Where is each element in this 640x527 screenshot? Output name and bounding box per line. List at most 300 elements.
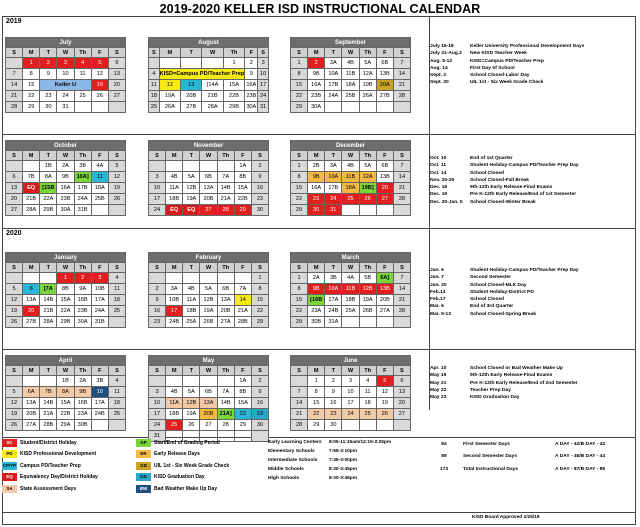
legend-swatch: GP <box>136 439 151 447</box>
day-cell: 18 <box>108 295 125 306</box>
day-cell: 28 <box>6 102 23 113</box>
day-cell: 8A <box>57 387 74 398</box>
day-cell: 6B <box>376 161 393 172</box>
event-row <box>430 184 637 191</box>
day-cell: 2 <box>308 58 325 69</box>
weekday-header: W <box>202 48 223 58</box>
day-cell <box>376 420 393 431</box>
month-calendar <box>148 37 269 113</box>
day-cell <box>393 205 410 216</box>
day-cell: 25 <box>359 409 376 420</box>
day-cell: 9A <box>74 284 91 295</box>
day-cell: 24A <box>325 91 342 102</box>
day-cell: 26 <box>183 420 200 431</box>
day-cell: 7 <box>291 387 308 398</box>
day-cell: 23 <box>251 409 268 420</box>
day-cell: 28 <box>393 91 410 102</box>
day-cell: 17A <box>91 295 108 306</box>
event-title: KISD Graduation Day <box>470 395 520 401</box>
day-cell <box>376 102 393 113</box>
event-title: 9th-12th Early Release-Final Exams <box>470 373 553 379</box>
day-cell <box>149 376 166 387</box>
day-cell: 3 <box>149 387 166 398</box>
weekday-header: W <box>57 263 74 273</box>
day-cell: 3A <box>325 58 342 69</box>
event-row <box>430 43 637 50</box>
day-cell <box>108 317 125 328</box>
day-cell: 15 <box>291 80 308 91</box>
day-cell: 27 <box>376 194 393 205</box>
weekday-header: Th <box>359 366 376 376</box>
day-cell: 22B <box>234 194 251 205</box>
day-cell: 5 <box>91 58 108 69</box>
day-cell: 19 <box>91 80 108 91</box>
day-cell: KISD=Campus PD/Teacher Prep <box>159 69 245 80</box>
day-cell: 28B <box>234 317 251 328</box>
day-cell <box>234 431 251 442</box>
day-cell: 11B <box>342 284 359 295</box>
day-cell: 6B <box>217 284 234 295</box>
weekday-header: M <box>23 48 40 58</box>
day-cell: 25A <box>342 306 359 317</box>
day-cell <box>291 376 308 387</box>
month-calendar <box>5 37 126 113</box>
event-row <box>430 72 637 79</box>
day-cell <box>40 376 57 387</box>
legend-item <box>136 473 205 482</box>
event-title: School Closed-Labor Day <box>470 73 530 79</box>
school-time-row <box>268 474 418 483</box>
day-cell: 9 <box>251 172 268 183</box>
legend-item <box>2 438 77 447</box>
day-cell: 29 <box>291 205 308 216</box>
weekday-header: T <box>181 48 202 58</box>
weekday-header: S <box>291 151 308 161</box>
school-hours: 7:45-3:00pm <box>329 458 357 463</box>
day-cell: 21 <box>6 91 23 102</box>
day-cell: 29 <box>308 420 325 431</box>
day-cell: 8 <box>291 284 308 295</box>
day-cell: 11B <box>342 69 359 80</box>
day-cell: 25 <box>108 409 125 420</box>
event-title: School Closed or Bad Weather Make Up <box>470 366 563 371</box>
day-cell: 21B <box>202 91 223 102</box>
day-cell: 1 <box>223 58 244 69</box>
day-cell: 1 <box>291 58 308 69</box>
day-cell: 28 <box>217 205 234 216</box>
event-row <box>430 79 637 86</box>
legend-label: Start/End of Grading Period <box>154 439 220 446</box>
weekday-header: Th <box>359 151 376 161</box>
day-cell: 14B <box>40 295 57 306</box>
weekday-header: W <box>200 151 217 161</box>
weekday-header: W <box>57 151 74 161</box>
day-cell: 30A <box>245 102 258 113</box>
weekday-header: M <box>23 263 40 273</box>
day-cell: 17 <box>166 306 183 317</box>
day-cell: 5A <box>183 387 200 398</box>
day-cell: 14B <box>217 183 234 194</box>
event-date: Apr. 10 <box>430 366 447 371</box>
day-cell: 13 <box>181 80 202 91</box>
day-cell: 10 <box>91 387 108 398</box>
weekday-header: S <box>393 151 410 161</box>
event-title: School Closed-MLK Day <box>470 282 527 288</box>
day-cell: 2 <box>325 376 342 387</box>
day-cell: 11 <box>359 387 376 398</box>
day-cell <box>393 420 410 431</box>
school-hours: 8:05-11:15am/12:15-3:25pm <box>329 440 392 445</box>
day-cell: 21 <box>393 295 410 306</box>
day-cell <box>108 205 125 216</box>
day-cell: 22 <box>291 306 308 317</box>
day-cell: 24 <box>325 194 342 205</box>
day-cell: 27A <box>217 317 234 328</box>
school-hours: 7:55-3:10pm <box>329 449 357 454</box>
event-row <box>430 380 637 387</box>
day-cell: 31A <box>325 317 342 328</box>
day-cell: 22 <box>308 409 325 420</box>
event-row <box>430 177 637 184</box>
day-cell: 31 <box>258 102 269 113</box>
day-cell: 3B <box>74 161 91 172</box>
day-cell: 22 <box>291 194 308 205</box>
school-level: Early Learning Centers <box>268 440 322 445</box>
day-cell <box>6 376 23 387</box>
day-cell: 26 <box>6 317 23 328</box>
day-count: 89 <box>441 454 447 460</box>
day-cell: 23 <box>325 409 342 420</box>
day-cell: 21 <box>393 80 410 91</box>
day-cell: 8B <box>234 172 251 183</box>
day-cell: 21 <box>393 183 410 194</box>
day-cell: 15 <box>23 80 40 91</box>
day-cell: 26B <box>359 306 376 317</box>
day-cell: 22 <box>291 91 308 102</box>
event-date: May 22 <box>430 387 447 393</box>
weekday-header: M <box>23 366 40 376</box>
weekday-header: S <box>149 263 166 273</box>
day-cell: 3 <box>342 376 359 387</box>
day-cell: 19 <box>6 409 23 420</box>
weekday-header: S <box>108 366 125 376</box>
day-cell: 4B <box>342 58 359 69</box>
day-cell: 6A <box>23 387 40 398</box>
weekday-header: T <box>40 263 57 273</box>
weekday-header: Th <box>74 263 91 273</box>
event-date: Aug. 14 <box>430 65 448 71</box>
day-cell: 21A <box>217 194 234 205</box>
day-cell <box>200 273 217 284</box>
day-cell: 3 <box>91 273 108 284</box>
event-row <box>430 50 637 57</box>
event-row <box>430 387 637 394</box>
day-cell: 19 <box>108 183 125 194</box>
weekday-header: F <box>376 263 393 273</box>
day-count-label: Total Instructional Days <box>463 466 519 472</box>
event-title: End of 3rd Quarter <box>470 304 514 310</box>
day-cell <box>342 205 359 216</box>
event-row <box>430 289 637 296</box>
day-cell: 2A <box>57 161 74 172</box>
school-level: Intermediate Schools <box>268 458 318 463</box>
day-cell: 30 <box>40 102 57 113</box>
day-cell: 1B <box>40 161 57 172</box>
event-date: Jan. 7 <box>430 275 444 281</box>
legend-label: Bad Weather Make Up Day <box>154 485 217 492</box>
day-cell: 26B <box>200 317 217 328</box>
day-cell: 28 <box>393 306 410 317</box>
day-cell: EQ <box>183 205 200 216</box>
day-cell: 2 <box>40 58 57 69</box>
day-cell: 27 <box>393 409 410 420</box>
day-cell: 4A <box>91 161 108 172</box>
day-cell: 7 <box>393 58 410 69</box>
event-title: Student Holiday-Campus PD/Teacher Prep Day <box>470 163 579 169</box>
day-cell: 5A <box>359 58 376 69</box>
day-cell: 4B <box>342 161 359 172</box>
day-cell: 31 <box>149 431 166 442</box>
day-cell <box>149 161 166 172</box>
day-cell <box>359 420 376 431</box>
day-cell: 17B <box>325 183 342 194</box>
day-cell: 14 <box>291 398 308 409</box>
event-row <box>430 58 637 65</box>
weekday-header: M <box>23 151 40 161</box>
day-cell: 13A <box>23 295 40 306</box>
event-row <box>430 267 637 274</box>
event-date: Feb.14 <box>430 289 446 295</box>
weekday-header: M <box>166 151 183 161</box>
day-cell: 13B <box>376 69 393 80</box>
day-cell: 6 <box>23 284 40 295</box>
weekday-header: S <box>393 263 410 273</box>
day-cell <box>23 376 40 387</box>
legend-item <box>136 438 220 447</box>
weekday-header: F <box>91 48 108 58</box>
day-cell: 20 <box>376 183 393 194</box>
day-cell: 12 <box>159 80 180 91</box>
day-cell: 19A <box>183 409 200 420</box>
divider <box>3 512 635 513</box>
day-cell <box>217 273 234 284</box>
day-cell: 9 <box>251 387 268 398</box>
day-cell: 13B <box>376 284 393 295</box>
day-cell: 25 <box>74 91 91 102</box>
legend-label: KISD Graduation Day <box>154 474 205 480</box>
weekday-header: M <box>166 263 183 273</box>
day-cell: 24A <box>91 306 108 317</box>
day-cell: 28A <box>23 205 40 216</box>
day-cell: 23B <box>74 306 91 317</box>
day-cell: 21B <box>23 194 40 205</box>
event-title: School Closed-Spring Break <box>470 311 537 317</box>
event-row <box>430 199 637 206</box>
weekday-header: F <box>245 48 258 58</box>
day-cell: 22 <box>23 91 40 102</box>
weekday-header: Th <box>74 151 91 161</box>
day-cell: 10A <box>325 284 342 295</box>
day-cell: 10A <box>325 69 342 80</box>
approval-note: KISD Board Approved 2/25/19 <box>472 515 540 520</box>
day-cell: 27B <box>23 317 40 328</box>
weekday-header: S <box>291 48 308 58</box>
event-title: First Day of School <box>470 65 515 71</box>
day-cell: 8 <box>251 284 268 295</box>
weekday-header: W <box>342 48 359 58</box>
day-cell: 5 <box>108 161 125 172</box>
day-cell: 11 <box>149 80 160 91</box>
event-title: Student Holiday-District PD <box>470 289 534 295</box>
event-title: Second Semester <box>470 275 512 281</box>
year-label: 2020 <box>6 230 22 237</box>
day-cell: 12 <box>6 398 23 409</box>
day-cell <box>217 161 234 172</box>
day-cell: 28A <box>202 102 223 113</box>
day-cell: 8B <box>234 387 251 398</box>
weekday-header: S <box>6 151 23 161</box>
event-row <box>430 155 637 162</box>
weekday-header: S <box>291 366 308 376</box>
day-cell: 20B <box>217 306 234 317</box>
day-count-label: First Semester Days <box>463 441 511 447</box>
event-list <box>430 267 637 318</box>
day-cell: 29B <box>223 102 244 113</box>
day-cell: 7B <box>23 172 40 183</box>
event-list <box>430 155 637 206</box>
day-cell: 20 <box>108 80 125 91</box>
day-cell: 23A <box>308 306 325 317</box>
weekday-header: Th <box>217 366 234 376</box>
day-cell: 17 <box>258 80 269 91</box>
event-date: Oct. 14 <box>430 170 447 176</box>
weekday-header: S <box>6 48 23 58</box>
day-cell: 12B <box>359 284 376 295</box>
day-cell: 10 <box>149 183 166 194</box>
ab-split: A DAY - 87/B DAY - 86 <box>555 466 606 472</box>
day-cell: 27 <box>108 91 125 102</box>
weekday-header: S <box>291 263 308 273</box>
legend-item <box>136 461 229 470</box>
day-cell: 21B <box>40 306 57 317</box>
day-cell: 28 <box>217 420 234 431</box>
day-cell: 18A <box>342 80 359 91</box>
day-cell: 19A <box>200 306 217 317</box>
day-cell: 6B <box>200 387 217 398</box>
day-cell: 8 <box>291 172 308 183</box>
event-row <box>430 162 637 169</box>
weekday-header: S <box>108 151 125 161</box>
day-cell <box>181 58 202 69</box>
school-times <box>268 438 418 483</box>
school-time-row <box>268 456 418 465</box>
day-cell <box>200 376 217 387</box>
weekday-header: T <box>325 263 342 273</box>
day-cell: 28 <box>393 194 410 205</box>
month-name: June <box>291 356 411 366</box>
day-cell: 7A <box>217 172 234 183</box>
day-cell: 14B <box>217 398 234 409</box>
day-cell <box>325 102 342 113</box>
weekday-header: S <box>6 263 23 273</box>
day-cell: 1A <box>234 376 251 387</box>
day-cell: 30 <box>308 205 325 216</box>
day-cell: 17B <box>325 80 342 91</box>
day-cell: 19B] <box>359 183 376 194</box>
event-title: UIL 1st - Six Week Grade Check <box>470 80 544 86</box>
day-cell: 6 <box>6 172 23 183</box>
legend-label: UIL 1st - Six Week Grade Check <box>154 462 230 469</box>
day-cell <box>166 273 183 284</box>
weekday-header: T <box>183 366 200 376</box>
legend-item <box>2 450 96 459</box>
day-cell: 29 <box>234 205 251 216</box>
weekday-header: W <box>200 366 217 376</box>
day-cell: 19B <box>359 80 376 91</box>
weekday-header: S <box>149 151 166 161</box>
weekday-header: S <box>251 151 268 161</box>
day-cell: 30 <box>251 420 268 431</box>
day-cell: 30 <box>325 420 342 431</box>
legend-label: Early Release Days <box>154 451 200 457</box>
day-cell: 20B <box>200 194 217 205</box>
event-row <box>430 311 637 318</box>
day-cell <box>234 273 251 284</box>
event-title: New KISD Teacher Week <box>470 51 527 57</box>
day-cell: 26 <box>91 91 108 102</box>
day-cell: 28 <box>291 420 308 431</box>
month-calendar <box>148 355 269 442</box>
day-count-row <box>425 451 635 464</box>
day-cell: 11B <box>342 172 359 183</box>
day-cell: 14B <box>40 398 57 409</box>
event-row <box>430 191 637 198</box>
year-label: 2019 <box>6 18 22 25</box>
day-cell: 8A <box>40 172 57 183</box>
day-cell: 23B <box>57 194 74 205</box>
event-date: July 31-Aug.2 <box>430 51 462 57</box>
day-cell: 17A <box>91 398 108 409</box>
day-cell: 12A <box>359 69 376 80</box>
weekday-header: T <box>325 48 342 58</box>
day-cell: 11 <box>108 387 125 398</box>
day-cell: 5A <box>183 172 200 183</box>
day-cell <box>108 102 125 113</box>
day-cell: 5B <box>359 273 376 284</box>
day-cell: 27B <box>181 102 202 113</box>
day-cell: 29A <box>57 420 74 431</box>
month-calendar <box>290 355 411 431</box>
day-cell: 31B <box>91 317 108 328</box>
day-cell <box>23 161 40 172</box>
school-level: High Schools <box>268 476 300 481</box>
month-name: September <box>291 38 411 48</box>
day-cell: 15 <box>291 183 308 194</box>
day-cell: 2 <box>251 376 268 387</box>
event-date: Nov. 25-29 <box>430 177 455 183</box>
event-date: July 16-18 <box>430 44 454 49</box>
day-cell: [15B <box>40 183 57 194</box>
weekday-header: F <box>376 48 393 58</box>
weekday-header: S <box>251 366 268 376</box>
event-row <box>430 296 637 303</box>
day-cell: 8 <box>23 69 40 80</box>
legend-swatch: GD <box>136 473 151 481</box>
day-cell <box>166 161 183 172</box>
month-name: March <box>291 253 411 263</box>
month-name: April <box>6 356 126 366</box>
day-cell: 1A <box>234 161 251 172</box>
